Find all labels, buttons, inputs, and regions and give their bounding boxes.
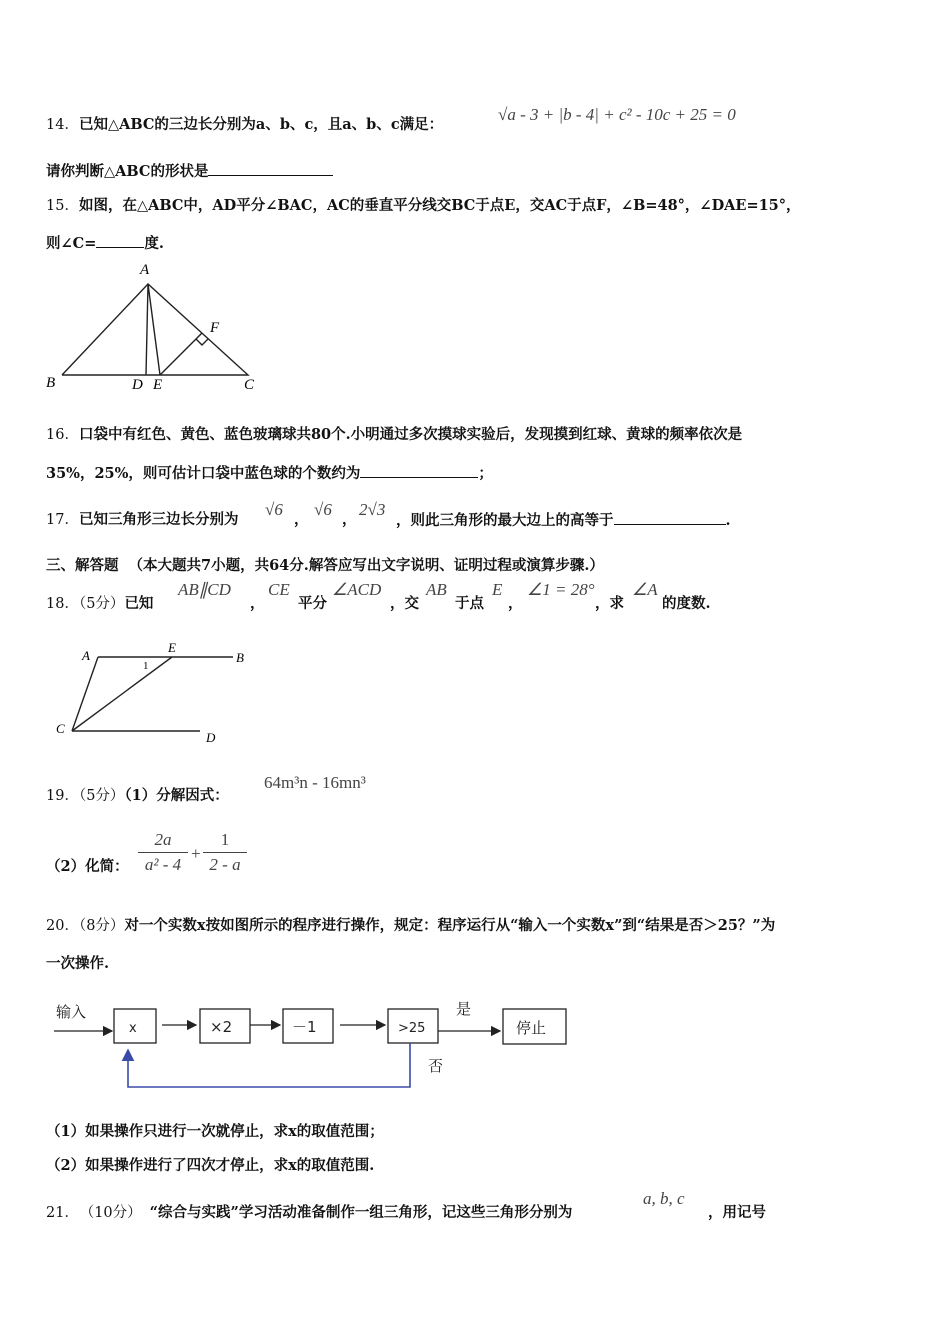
q18-m3: ∠ACD xyxy=(332,580,382,599)
q17-comma1: ， xyxy=(294,511,309,528)
section3-heading xyxy=(46,556,604,576)
q19-fraction1 xyxy=(138,830,188,875)
flow-box1-label: x xyxy=(129,1021,137,1036)
q17-line xyxy=(46,510,238,530)
q14-text: 已知△ABC的三边长分别为a、b、c，且a、b、c满足： xyxy=(78,116,444,133)
label-b: B xyxy=(46,375,56,391)
q21-vars: a, b, c xyxy=(643,1189,685,1208)
q17-text: 已知三角形三边长分别为 xyxy=(78,511,239,528)
right-angle-mark xyxy=(196,339,208,345)
q15-text: 如图，在△ABC中，AD平分∠BAC，AC的垂直平分线交BC于点E，交AC于点F，∠B=48°，∠DAE=15°， xyxy=(78,197,801,214)
q18-m2: CE xyxy=(268,580,290,599)
q20-sub2: （2）如果操作进行了四次才停止，求x的取值范围. xyxy=(46,1157,375,1174)
label-f: F xyxy=(210,320,220,336)
q16-number: 16． xyxy=(46,427,79,443)
q19-frac1-bar xyxy=(138,852,188,853)
q14-number: 14． xyxy=(46,117,79,133)
q17-end: . xyxy=(725,512,731,529)
q16-line2 xyxy=(46,463,493,484)
segment-ce xyxy=(72,657,172,731)
q19-expression1: 64m³n - 16mn³ xyxy=(264,773,366,792)
section3-note: （本大题共7小题，共64分.解答应写出文字说明、证明过程或演算步骤.） xyxy=(128,557,604,574)
q18-t6: ， xyxy=(508,595,523,612)
q15-question: 则∠C= xyxy=(46,235,97,252)
q17-side2: √6 xyxy=(314,500,332,519)
segment-ae xyxy=(148,284,160,375)
q20-line2: 一次操作. xyxy=(46,955,110,972)
q14-formula: √a - 3 + |b - 4| + c² - 10c + 25 = 0 xyxy=(498,105,736,124)
q16-question: 35%，25%，则可估计口袋中蓝色球的个数约为 xyxy=(46,465,361,482)
flow-stop-label: 停止 xyxy=(516,1019,547,1037)
q17-number: 17． xyxy=(46,512,79,528)
q18-t1: 已知 xyxy=(124,595,154,612)
q14-answer-blank xyxy=(208,161,333,176)
q18-m7: ∠A xyxy=(632,580,658,599)
q16-text: 口袋中有红色、黄色、蓝色玻璃球共80个.小明通过多次摸球实验后，发现摸到红球、黄球的频率依次是 xyxy=(78,426,743,443)
flow-box3-label: －1 xyxy=(292,1018,317,1036)
q18-m4: AB xyxy=(426,580,447,599)
label-c: C xyxy=(56,721,65,736)
q20-flowchart xyxy=(40,990,600,1100)
q18-score: （5分） xyxy=(78,596,125,612)
q20-score: （8分） xyxy=(78,918,125,934)
label-e: E xyxy=(153,377,163,393)
flow-box2-label: ×2 xyxy=(210,1018,233,1036)
label-c: C xyxy=(244,377,255,393)
section3-title: 三、解答题 xyxy=(46,557,119,574)
q19-score: （5分） xyxy=(78,788,125,804)
q17-answer-blank xyxy=(614,510,726,525)
q15-number: 15． xyxy=(46,198,79,214)
q19-frac2-bar xyxy=(203,852,247,853)
q21-text-after: ，用记号 xyxy=(708,1204,766,1221)
q15-line1 xyxy=(46,196,801,216)
q21-score: （10分） xyxy=(86,1205,142,1221)
q19-part2: （2）化简： xyxy=(46,858,129,875)
q18-t8: 的度数. xyxy=(662,595,711,612)
q19-line1 xyxy=(46,786,229,806)
segment-ef xyxy=(160,333,202,375)
q18-t7: ，求 xyxy=(595,595,624,612)
q19-number: 19． xyxy=(46,788,79,804)
q19-frac2-denominator: 2 - a xyxy=(209,855,241,874)
q20-line1 xyxy=(46,916,775,936)
q17-question: ，则此三角形的最大边上的高等于 xyxy=(396,512,614,529)
q17-side3: 2√3 xyxy=(359,500,386,519)
q14-question: 请你判断△ABC的形状是 xyxy=(46,163,209,180)
q20-number: 20． xyxy=(46,918,79,934)
q17-comma2: ， xyxy=(342,511,357,528)
q14-line2 xyxy=(46,161,333,182)
label-d: D xyxy=(132,377,143,393)
q18-m6: ∠1 = 28° xyxy=(527,580,595,599)
q16-answer-blank xyxy=(360,463,478,478)
label-e: E xyxy=(168,640,176,655)
q18-parallel-figure xyxy=(48,638,258,750)
q20-sub1: （1）如果操作只进行一次就停止，求x的取值范围； xyxy=(46,1123,384,1140)
q18-start xyxy=(46,594,153,614)
label-a: A xyxy=(140,262,150,278)
flow-input-label: 输入 xyxy=(56,1003,87,1021)
loop-back-arrow xyxy=(128,1043,410,1087)
q19-part1: （1）分解因式： xyxy=(124,787,229,804)
q19-frac1-numerator: 2a xyxy=(154,830,172,849)
q19-fraction2 xyxy=(203,830,247,875)
q18-t2: ， xyxy=(250,595,265,612)
q16-end: ； xyxy=(478,465,493,482)
segment-ad xyxy=(146,284,148,375)
q17-text-after xyxy=(396,510,731,531)
flow-no-label: 否 xyxy=(428,1057,444,1075)
q19-plus: + xyxy=(191,844,201,863)
q15-triangle-figure xyxy=(40,258,270,398)
flow-yes-label: 是 xyxy=(456,1000,472,1018)
q20-text: 对一个实数x按如图所示的程序进行操作，规定：程序运行从“输入一个实数x”到“结果是否＞25？”为 xyxy=(124,917,776,934)
q16-line1 xyxy=(46,425,742,445)
q18-m5: E xyxy=(492,580,503,599)
q18-number: 18． xyxy=(46,596,79,612)
q21-line xyxy=(46,1203,572,1223)
q18-t3: 平分 xyxy=(298,595,327,612)
q14-line1 xyxy=(46,115,443,135)
q15-answer-blank xyxy=(96,233,144,248)
q18-m1: AB∥CD xyxy=(178,580,231,599)
q18-t5: 于点 xyxy=(455,595,484,612)
q21-number: 21． xyxy=(46,1205,79,1221)
q18-t4: ，交 xyxy=(390,595,419,612)
q15-line2 xyxy=(46,233,164,254)
label-d: D xyxy=(206,730,216,745)
label-a: A xyxy=(82,648,90,663)
triangle-abc xyxy=(62,284,248,375)
q15-unit: 度. xyxy=(144,235,164,252)
angle-1-label: 1 xyxy=(143,660,149,672)
q21-text: “综合与实践”学习活动准备制作一组三角形，记这些三角形分别为 xyxy=(149,1204,573,1221)
q17-side1: √6 xyxy=(265,500,283,519)
q19-frac2-numerator: 1 xyxy=(220,830,230,849)
q19-frac1-denominator: a² - 4 xyxy=(144,855,182,874)
flow-box4-label: >25 xyxy=(398,1021,426,1036)
label-b: B xyxy=(236,650,244,665)
segment-ac xyxy=(72,657,98,731)
